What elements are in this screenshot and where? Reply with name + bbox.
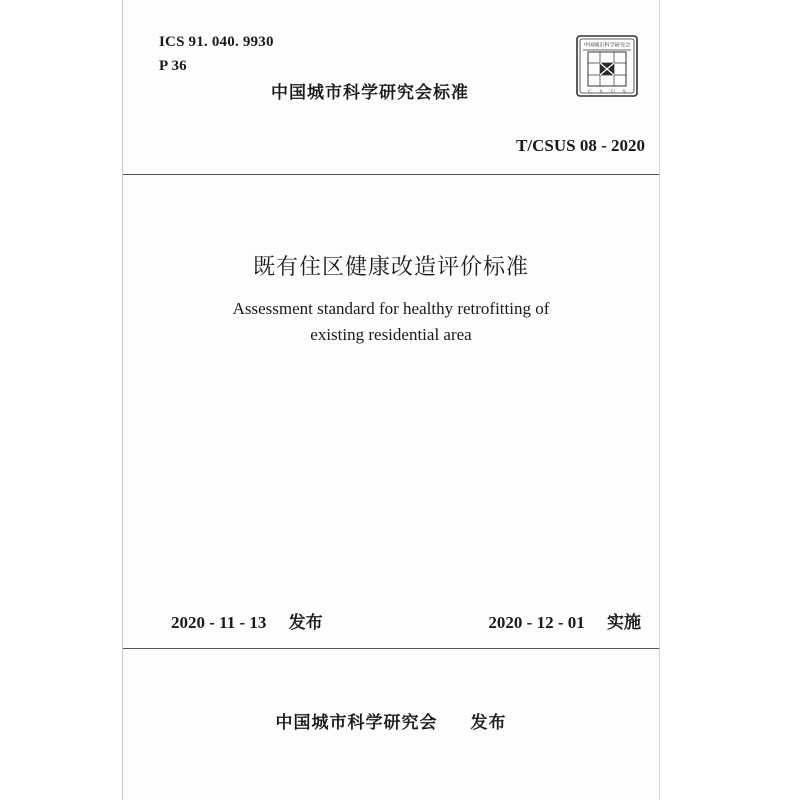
publisher-action: 发布 (470, 713, 507, 733)
title-english-line-2: existing residential area (310, 325, 472, 344)
standard-number: T/CSUS 08 - 2020 (516, 136, 645, 155)
title-english (123, 296, 659, 348)
issue-date-block (171, 608, 323, 633)
standard-cover (122, 0, 660, 800)
implementation-date: 2020 - 12 - 01 (488, 613, 585, 632)
logo-letter-c: C (588, 89, 592, 95)
publisher-name: 中国城市科学研究会 (275, 713, 438, 733)
logo-letter-s2: S (622, 89, 626, 95)
issue-date: 2020 - 11 - 13 (171, 613, 267, 632)
logo-arc-text: 中国城市科学研究会 (583, 42, 631, 49)
logo-letter-u: U (611, 89, 615, 95)
title-chinese: 既有住区健康改造评价标准 (252, 255, 529, 280)
classification-codes (159, 30, 274, 78)
issue-label: 发布 (288, 613, 323, 633)
csus-logo (575, 34, 639, 98)
logo-letter-s1: S (599, 89, 603, 95)
organization-standard-label: 中国城市科学研究会标准 (271, 83, 469, 103)
top-divider (123, 174, 659, 175)
bottom-divider (123, 648, 659, 649)
title-english-line-1: Assessment standard for healthy retrofitting of (232, 299, 550, 318)
implementation-date-block (488, 608, 641, 633)
publisher-line (123, 708, 659, 733)
category-code: P 36 (159, 58, 187, 74)
ics-code: ICS 91. 040. 9930 (159, 34, 274, 50)
implementation-label: 实施 (607, 613, 641, 633)
